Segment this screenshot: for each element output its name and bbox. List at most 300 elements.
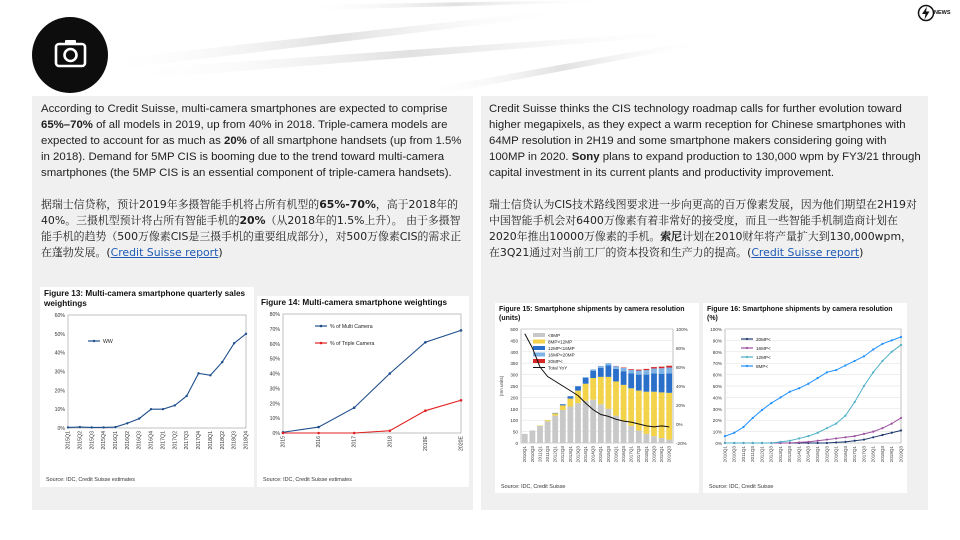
fig14-data-point <box>353 406 356 409</box>
fig13-xtick-label: 2016Q1 <box>113 431 120 450</box>
fig16-data-point <box>891 351 893 353</box>
figure-14-plot <box>257 296 469 487</box>
fig15-bar-0 <box>590 400 596 443</box>
fig16-data-point <box>863 438 865 440</box>
fig16-data-point <box>881 427 883 429</box>
fig15-y2tick-label: 100% <box>676 327 688 332</box>
fig14-ytick-label: 50% <box>269 356 280 363</box>
fig15-bar-0 <box>651 436 657 443</box>
fig15-bar-2 <box>568 396 574 398</box>
fig15-bar-4 <box>651 367 657 368</box>
fig16-data-point <box>817 442 819 444</box>
fig16-data-point <box>900 429 902 431</box>
fig16-xtick-label: 2011Q1 <box>740 446 746 463</box>
fig13-xtick-label: 2016Q2 <box>124 431 131 450</box>
fig16-data-point <box>844 441 846 443</box>
fig15-xtick-label: 2017Q1 <box>628 446 634 463</box>
fig15-xtick-label: 2015Q1 <box>598 446 604 463</box>
fig16-data-point <box>789 440 791 442</box>
fig16-ytick-label: 30% <box>712 406 722 412</box>
fig15-xtick-label: 2012Q3 <box>560 446 566 463</box>
fig16-data-point <box>872 436 874 438</box>
fig13-xtick-label: 2016Q4 <box>148 431 155 450</box>
fig15-bar-4 <box>666 366 672 368</box>
fig14-data-point <box>460 329 463 332</box>
fig16-data-point <box>817 432 819 434</box>
fig15-bar-1 <box>545 420 551 421</box>
fig16-data-point <box>854 401 856 403</box>
fig16-ytick-label: 90% <box>712 338 722 344</box>
fig15-ytick-label: 250 <box>510 384 518 389</box>
fig15-bar-0 <box>522 434 528 443</box>
fig16-data-point <box>844 436 846 438</box>
fig16-data-point <box>854 440 856 442</box>
fig13-xtick-label: 2017Q1 <box>160 431 167 450</box>
fig15-legend-label: 12MP<16MP <box>548 346 575 351</box>
fig15-bar-0 <box>644 434 650 443</box>
fig16-xtick-label: 2014Q3 <box>805 446 811 463</box>
fig15-bar-1 <box>568 399 574 407</box>
fig13-ytick-label: 60% <box>54 313 65 319</box>
left-english-paragraph <box>41 101 467 181</box>
fig15-xtick-label: 2013Q1 <box>567 446 573 463</box>
fig14-ytick-label: 10% <box>269 416 280 423</box>
fig13-data-point <box>67 426 69 428</box>
fig16-legend-marker <box>746 356 748 358</box>
fig16-ytick-label: 0% <box>715 441 722 446</box>
left-cn-end: ) <box>218 246 223 259</box>
fig16-data-point <box>835 441 837 443</box>
fig16-data-point <box>752 442 754 444</box>
fig14-data-point <box>317 432 320 435</box>
fig15-xtick-label: 2010Q1 <box>522 446 528 463</box>
fig15-ytick-label: 150 <box>510 406 518 412</box>
figure-13-source: Source: IDC, Credit Suisse estimates <box>46 477 135 483</box>
credit-suisse-report-link-left[interactable]: Credit Suisse report <box>110 246 219 259</box>
left-cn-text-2: ，高于2018年的40%。三摄机型预计将占所有智能手机的 <box>41 198 459 227</box>
figure-15-source: Source: IDC, Credit Suisse <box>501 484 566 490</box>
figure-16-title: Figure 16: Smartphone shipments by camera resolution (%) <box>707 306 893 322</box>
fig16-data-point <box>900 417 902 419</box>
fig15-bar-1 <box>590 378 596 400</box>
fig16-data-point <box>761 442 763 444</box>
fig15-legend-label: 16MP<20MP <box>548 352 575 358</box>
fig13-data-point <box>138 417 140 419</box>
fig15-y2tick-label: 60% <box>676 365 686 370</box>
right-en-text-1: Credit Suisse thinks the CIS technology roadmap calls for further evolution toward higher megapixels, as they expect a warm reception for Chinese smartphones with 64MP resolution in 2H19 and some smartphone makers considering going with 100MP in 2020. <box>489 103 906 163</box>
fig15-bar-0 <box>583 401 589 443</box>
fig16-data-point <box>891 339 893 341</box>
fig13-xtick-label: 2018Q1 <box>207 431 214 450</box>
fig15-y2tick-label: 20% <box>676 403 686 408</box>
fig15-bar-0 <box>659 438 665 443</box>
fig16-data-point <box>724 442 726 444</box>
fig15-bar-1 <box>552 413 558 415</box>
fig15-bar-1 <box>583 384 589 401</box>
fig13-ytick-label: 10% <box>54 407 65 414</box>
fig15-xtick-label: 2014Q3 <box>590 446 596 463</box>
fig13-series-line-0 <box>68 334 246 428</box>
fig15-bar-1 <box>628 388 634 426</box>
fig16-data-point <box>789 442 791 444</box>
fig15-xtick-label: 2016Q3 <box>620 446 626 463</box>
fig15-bar-2 <box>621 371 627 385</box>
fig16-xtick-label: 2012Q1 <box>759 446 765 463</box>
fig15-bar-1 <box>598 377 604 404</box>
fig15-xtick-label: 2012Q1 <box>552 446 558 463</box>
fig15-bar-2 <box>590 371 596 378</box>
fig13-xtick-label: 2017Q3 <box>184 431 191 450</box>
fig15-bar-0 <box>537 426 543 443</box>
fig15-xtick-label: 2014Q1 <box>582 446 588 463</box>
fig16-data-point <box>798 441 800 443</box>
figure-16-chart <box>703 303 907 493</box>
fig16-xtick-label: 2018Q3 <box>879 446 885 463</box>
fig15-bar-2 <box>644 375 650 392</box>
fig16-data-point <box>854 360 856 362</box>
fig15-bar-2 <box>606 365 612 376</box>
figure-15-plot <box>495 303 699 493</box>
fig15-xtick-label: 2011Q3 <box>544 446 550 463</box>
fig16-xtick-label: 2012Q3 <box>768 446 774 463</box>
fig14-data-point <box>389 372 392 375</box>
fig16-data-point <box>826 371 828 373</box>
fig16-xtick-label: 2013Q3 <box>787 446 793 463</box>
fig13-data-point <box>150 408 152 410</box>
figure-15-chart <box>495 303 699 493</box>
fig16-data-point <box>835 423 837 425</box>
fig15-xtick-label: 2017Q3 <box>636 446 642 463</box>
fig16-data-point <box>826 442 828 444</box>
fig16-ytick-label: 60% <box>712 372 722 378</box>
fig13-data-point <box>221 361 223 363</box>
fig16-data-point <box>817 440 819 442</box>
fig16-data-point <box>807 435 809 437</box>
fig16-data-point <box>807 383 809 385</box>
fig15-ytick-label: 500 <box>510 327 518 332</box>
fig16-data-point <box>770 402 772 404</box>
fig16-xtick-label: 2018Q1 <box>870 446 876 463</box>
fig16-legend-label: 16MP< <box>756 346 771 351</box>
fig16-legend-label: 20MP< <box>756 337 771 342</box>
fig15-xtick-label: 2015Q3 <box>605 446 611 463</box>
fig16-ytick-label: 80% <box>712 349 722 355</box>
fig14-ytick-label: 0% <box>272 431 280 437</box>
fig15-ytick-label: 100 <box>510 418 518 424</box>
logo-badge <box>32 17 108 93</box>
fig16-data-point <box>863 433 865 435</box>
fig16-data-point <box>826 438 828 440</box>
fig14-ytick-label: 20% <box>269 401 280 408</box>
fig14-data-point <box>424 409 427 412</box>
lightning-icon <box>917 4 935 22</box>
fig16-ytick-label: 10% <box>712 429 722 435</box>
camera-icon <box>32 17 108 93</box>
credit-suisse-report-link-right[interactable]: Credit Suisse report <box>751 246 860 259</box>
fig13-ytick-label: 0% <box>57 426 65 432</box>
fig14-ytick-label: 30% <box>269 386 280 393</box>
fig15-bar-0 <box>545 421 551 443</box>
fig13-legend-marker <box>93 340 95 342</box>
fig15-bar-3 <box>590 369 596 370</box>
fig16-series-line-2 <box>725 345 901 443</box>
news-badge <box>917 4 953 22</box>
fig14-data-point <box>353 432 356 435</box>
fig15-y2tick-label: -20% <box>676 441 687 446</box>
fig15-bar-3 <box>651 368 657 373</box>
fig13-xtick-label: 2016Q3 <box>136 431 143 450</box>
fig16-xtick-label: 2019Q1 <box>889 446 895 463</box>
fig16-data-point <box>881 343 883 345</box>
fig15-bar-1 <box>666 393 672 440</box>
fig15-bar-4 <box>644 369 650 370</box>
fig15-ytick-label: 450 <box>510 338 518 344</box>
fig15-bar-0 <box>628 426 634 443</box>
fig15-ytick-label: 0 <box>515 441 518 446</box>
fig16-data-point <box>835 437 837 439</box>
fig15-bar-0 <box>530 430 536 443</box>
fig13-xtick-label: 2015Q1 <box>65 431 72 450</box>
fig16-xtick-label: 2010Q3 <box>731 446 737 463</box>
right-text-block <box>489 101 921 261</box>
left-cn-text-3: （从2018年的1.5%上升）。 由于多摄智能手机的趋势（500万像素CIS是三摄手机的重要组成部分），对500万像素CIS的需求正在蓬勃发展。( <box>41 214 462 259</box>
fig15-bar-0 <box>598 404 604 443</box>
fig16-legend-marker <box>746 365 748 367</box>
fig16-data-point <box>798 437 800 439</box>
fig15-ytick-label: 400 <box>510 349 518 355</box>
left-en-bold-1: 65%–70% <box>41 119 93 131</box>
fig15-ytick-label: 50 <box>512 429 518 435</box>
fig15-y2tick-label: 0% <box>676 422 683 427</box>
fig14-data-point <box>282 432 285 435</box>
fig15-bar-2 <box>628 373 634 388</box>
right-cn-end: ) <box>859 246 864 259</box>
left-en-text-2: of all models in 2019, up from 40% in 2018. Triple-camera models are expected to account for as much as <box>41 119 448 147</box>
fig14-xtick-label: 2018 <box>387 436 394 448</box>
fig13-ytick-label: 20% <box>54 388 65 395</box>
right-cn-text-1: 瑞士信贷认为CIS技术路线图要求进一步向更高的百万像素发展，因为他们期望在2H19对中国智能手机会对6400万像素有着非常好的接受度，而且一些智能手机制造商计划在2020年推出10000万像素的手机。 <box>489 198 917 243</box>
left-en-bold-2: 20% <box>223 135 247 147</box>
fig16-xtick-label: 2017Q3 <box>861 446 867 463</box>
fig14-legend-label: % of Multi Camera <box>330 324 373 330</box>
fig16-data-point <box>770 442 772 444</box>
figure-13-chart <box>40 287 254 487</box>
fig14-ytick-label: 40% <box>269 371 280 378</box>
left-en-text-3: of all smartphone handsets (up from 1.5% in 2018). Demand for 5MP CIS is booming due to the trend toward multi-camera smartphones (the 5MP CIS is an essential component of triple-camera handsets). <box>41 135 462 179</box>
right-en-bold-1: Sony <box>571 151 600 163</box>
fig16-data-point <box>742 426 744 428</box>
fig15-bar-0 <box>560 410 566 443</box>
right-cn-text-2: 计划在2010财年将产量扩大到130,000wpm，在3Q21通过对当前工厂的资本投资和生产力的提高。( <box>489 230 912 259</box>
fig13-data-point <box>102 426 104 428</box>
fig15-bar-1 <box>560 405 566 410</box>
news-badge-label: NEWS <box>934 10 951 16</box>
fig14-xtick-label: 2017 <box>351 436 358 448</box>
fig16-data-point <box>752 417 754 419</box>
fig15-bar-3 <box>606 363 612 365</box>
fig16-data-point <box>742 442 744 444</box>
fig15-xtick-label: 2018Q1 <box>643 446 649 463</box>
fig16-data-point <box>724 435 726 437</box>
fig14-data-point <box>317 426 320 429</box>
fig13-xtick-label: 2015Q4 <box>101 431 108 450</box>
fig16-xtick-label: 2010Q1 <box>722 446 728 463</box>
fig16-xtick-label: 2015Q1 <box>815 446 821 463</box>
fig13-ytick-label: 50% <box>54 331 65 338</box>
fig15-bar-2 <box>651 373 657 391</box>
fig13-xtick-label: 2017Q2 <box>172 431 179 450</box>
figure-16-plot <box>703 303 907 493</box>
right-cn-bold-1: 索尼 <box>660 230 683 243</box>
fig16-series-line-1 <box>725 418 901 443</box>
fig16-data-point <box>863 385 865 387</box>
fig16-data-point <box>844 415 846 417</box>
fig15-bar-1 <box>621 385 627 421</box>
fig14-xtick-label: 2015 <box>280 436 287 448</box>
fig15-bar-2 <box>560 404 566 405</box>
fig16-data-point <box>881 434 883 436</box>
fig16-data-point <box>761 409 763 411</box>
fig15-bar-2 <box>666 373 672 392</box>
fig13-data-point <box>174 404 176 406</box>
fig15-bar-1 <box>644 392 650 434</box>
fig14-plot-frame <box>283 314 461 433</box>
fig16-data-point <box>872 431 874 433</box>
fig14-ytick-label: 60% <box>269 341 280 348</box>
fig15-bar-0 <box>606 409 612 443</box>
fig16-data-point <box>891 432 893 434</box>
fig15-bar-0 <box>575 403 581 443</box>
figure-14-chart <box>257 296 469 487</box>
fig13-xtick-label: 2018Q2 <box>219 431 226 450</box>
fig15-legend-label: <8MP <box>548 333 561 338</box>
fig13-data-point <box>185 395 187 397</box>
fig16-data-point <box>844 364 846 366</box>
figure-13-title: Figure 13: Multi-camera smartphone quarterly sales weightings <box>44 289 246 308</box>
fig15-bar-2 <box>598 368 604 377</box>
fig15-ytick-label: 200 <box>510 395 518 401</box>
fig13-data-point <box>79 426 81 428</box>
fig16-legend-label: 12MP< <box>756 355 771 360</box>
fig13-data-point <box>91 426 93 428</box>
fig15-xtick-label: 2013Q3 <box>575 446 581 463</box>
fig13-xtick-label: 2015Q2 <box>77 431 84 450</box>
left-cn-text-1: 据瑞士信贷称，预计2019年多摄智能手机将占所有机型的 <box>41 198 320 211</box>
fig16-ytick-label: 20% <box>712 418 722 424</box>
left-cn-bold-1: 65%-70% <box>319 198 376 211</box>
fig16-data-point <box>900 336 902 338</box>
fig15-legend-label: 20MP< <box>548 359 563 364</box>
fig16-xtick-label: 2017Q1 <box>852 446 858 463</box>
fig15-bar-3 <box>598 366 604 368</box>
fig13-data-point <box>162 408 164 410</box>
left-en-text-1: According to Credit Suisse, multi-camera smartphones are expected to comprise <box>41 103 448 115</box>
fig14-legend-label: % of Triple Camera <box>330 341 375 347</box>
fig15-bar-2 <box>659 374 665 393</box>
fig16-legend-marker <box>746 338 748 340</box>
fig16-ytick-label: 100% <box>710 327 722 332</box>
fig15-ytick-label: 350 <box>510 361 518 367</box>
background-streaks <box>0 0 960 110</box>
fig15-xtick-label: 2016Q1 <box>613 446 619 463</box>
fig13-xtick-label: 2018Q3 <box>231 431 238 450</box>
fig13-xtick-label: 2017Q4 <box>196 431 203 450</box>
fig15-xtick-label: 2019Q1 <box>658 446 664 463</box>
fig13-xtick-label: 2015Q3 <box>89 431 96 450</box>
fig16-ytick-label: 70% <box>712 361 722 367</box>
fig15-bar-3 <box>659 368 665 373</box>
fig14-xtick-label: 2016 <box>316 436 323 448</box>
fig16-data-point <box>779 396 781 398</box>
fig15-bar-1 <box>659 392 665 438</box>
fig16-data-point <box>733 432 735 434</box>
fig15-legend-label: 8MP<12MP <box>548 339 573 345</box>
fig15-bar-4 <box>628 369 634 370</box>
fig15-bar-3 <box>644 370 650 375</box>
fig15-ytick-label: 300 <box>510 372 518 378</box>
figure-14-source: Source: IDC, Credit Suisse estimates <box>263 477 352 483</box>
fig16-xtick-label: 2019Q3 <box>898 446 904 463</box>
fig14-data-point <box>389 429 392 432</box>
fig14-data-point <box>460 399 463 402</box>
fig16-data-point <box>798 387 800 389</box>
fig15-bar-3 <box>628 370 634 374</box>
fig16-xtick-label: 2013Q1 <box>777 446 783 463</box>
fig15-bar-3 <box>621 368 627 371</box>
fig16-data-point <box>872 371 874 373</box>
fig14-legend-marker <box>320 325 323 328</box>
right-chinese-paragraph <box>489 197 921 261</box>
fig13-ytick-label: 40% <box>54 350 65 357</box>
fig16-legend-label: 8MP< <box>756 364 769 369</box>
fig15-xtick-label: 2018Q3 <box>651 446 657 463</box>
fig16-data-point <box>881 360 883 362</box>
fig15-bar-2 <box>583 378 589 384</box>
fig16-legend-marker <box>746 347 748 349</box>
fig16-data-point <box>789 391 791 393</box>
fig15-bar-0 <box>636 430 642 443</box>
left-text-block <box>41 101 467 261</box>
fig16-xtick-label: 2014Q1 <box>796 446 802 463</box>
fig16-data-point <box>891 423 893 425</box>
left-chinese-paragraph <box>41 197 467 261</box>
fig15-xtick-label: 2019Q3 <box>666 446 672 463</box>
fig16-data-point <box>779 441 781 443</box>
fig15-bar-0 <box>621 421 627 443</box>
fig15-xtick-label: 2010Q3 <box>529 446 535 463</box>
fig13-data-point <box>114 426 116 428</box>
fig15-bar-1 <box>651 392 657 436</box>
fig13-data-point <box>209 374 211 376</box>
fig13-plot-frame <box>68 315 246 428</box>
figure-14-title: Figure 14: Multi-camera smartphone weightings <box>261 298 448 307</box>
fig16-data-point <box>872 348 874 350</box>
fig13-xtick-label: 2018Q4 <box>243 431 250 450</box>
fig15-ylabel: (mn units) <box>499 375 504 397</box>
fig16-xtick-label: 2016Q3 <box>842 446 848 463</box>
fig15-bar-4 <box>636 370 642 371</box>
figure-16-source: Source: IDC, Credit Suisse <box>709 484 774 490</box>
fig14-legend-marker <box>320 342 323 345</box>
fig13-data-point <box>233 342 235 344</box>
fig16-data-point <box>900 344 902 346</box>
fig15-bar-2 <box>613 369 619 382</box>
fig15-bar-0 <box>666 440 672 443</box>
right-english-paragraph <box>489 101 921 181</box>
fig15-bar-3 <box>613 366 619 369</box>
fig13-data-point <box>126 422 128 424</box>
fig16-ytick-label: 40% <box>712 395 722 401</box>
